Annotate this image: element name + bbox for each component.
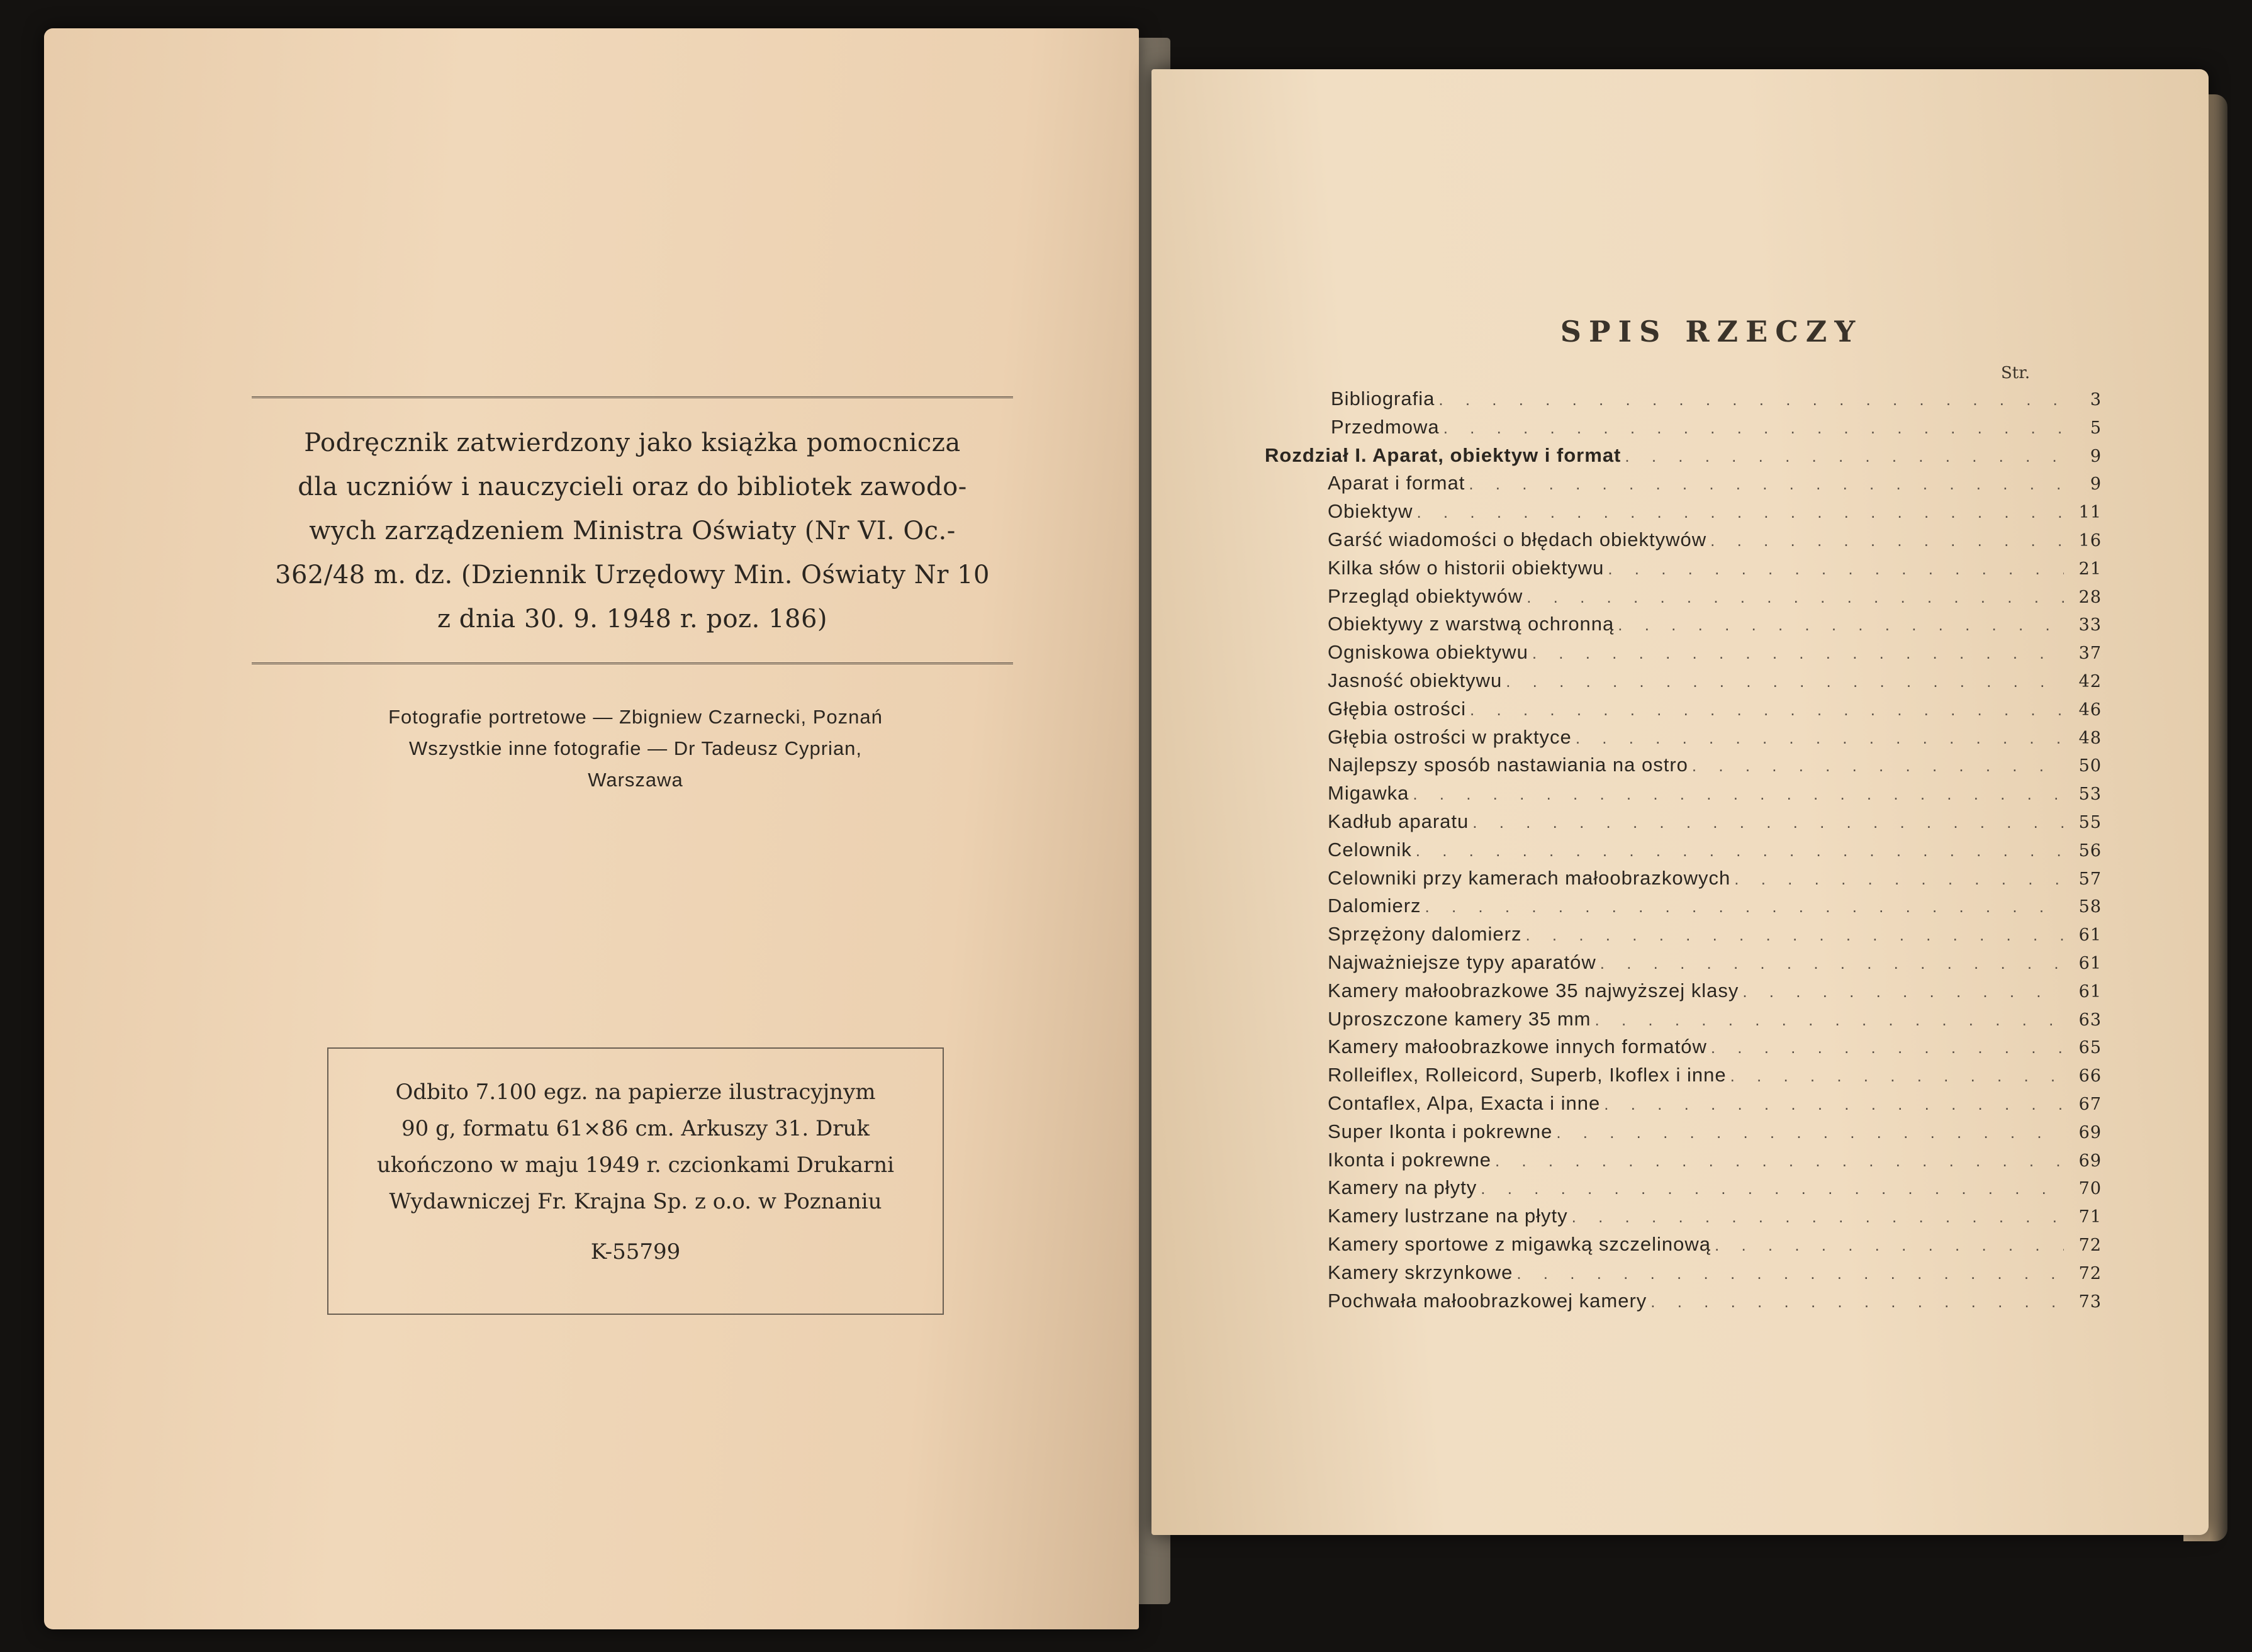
toc-leader-dots: [1618, 611, 2064, 639]
imprint-line: Wydawniczej Fr. Krajna Sp. z o.o. w Poznaniu: [389, 1189, 882, 1214]
toc-entry: [1265, 920, 2102, 949]
toc-entry-page: 53: [2078, 784, 2102, 805]
toc-entry-page: 73: [2078, 1292, 2102, 1312]
toc-entry: [1265, 442, 2102, 470]
toc-entry-label: Kamery na płyty: [1328, 1176, 1477, 1199]
toc-leader-dots: [1742, 978, 2064, 1006]
toc-title: SPIS RZECZY: [1560, 315, 1863, 349]
printing-imprint: [327, 1047, 944, 1315]
toc-entry: [1265, 583, 2102, 611]
toc-entry: [1265, 639, 2102, 667]
toc-leader-dots: [1416, 837, 2064, 865]
toc-entry-label: Sprzężony dalomierz: [1328, 923, 1522, 946]
toc-entry-label: Kamery sportowe z migawką szczelinową: [1328, 1232, 1711, 1255]
toc-entry-page: 28: [2078, 587, 2102, 607]
toc-entry: [1265, 385, 2102, 413]
toc-entry-label: Głębia ostrości: [1328, 697, 1467, 720]
toc-entry: [1265, 554, 2102, 583]
toc-leader-dots: [1572, 1203, 2064, 1231]
toc-entry-label: Kadłub aparatu: [1328, 810, 1469, 832]
toc-leader-dots: [1438, 386, 2064, 414]
toc-entry-page: 67: [2078, 1094, 2102, 1114]
toc-entry-label: Ikonta i pokrewne: [1328, 1148, 1491, 1171]
toc-entry-page: 61: [2078, 953, 2102, 973]
toc-entry-label: Ogniskowa obiektywu: [1328, 641, 1528, 664]
toc-leader-dots: [1527, 583, 2064, 611]
toc-leader-dots: [1425, 893, 2064, 921]
toc-leader-dots: [1625, 442, 2064, 471]
toc-leader-dots: [1506, 667, 2064, 696]
toc-entry-label: Garść wiadomości o błędach obiektywów: [1328, 528, 1707, 550]
toc-entry-page: 69: [2078, 1122, 2102, 1142]
approval-line: Podręcznik zatwierdzony jako książka pomocnicza: [304, 428, 961, 457]
toc-entry-label: Uproszczone kamery 35 mm: [1328, 1007, 1591, 1030]
toc-entry-page: 65: [2078, 1038, 2102, 1058]
toc-entry-page: 33: [2078, 615, 2102, 635]
toc-entry-page: 5: [2090, 418, 2102, 438]
toc-entry-page: 42: [2078, 671, 2102, 691]
toc-entry: [1265, 1061, 2102, 1090]
toc-entry-label: Super Ikonta i pokrewne: [1328, 1120, 1553, 1142]
toc-entry: [1265, 610, 2102, 639]
toc-entry: [1265, 949, 2102, 977]
toc-entry-label: Migawka: [1328, 782, 1409, 805]
toc-entry: [1265, 1090, 2102, 1118]
toc-entry-label: Aparat i format: [1328, 472, 1465, 494]
toc-entry-label: Najlepszy sposób nastawiania na ostro: [1328, 754, 1688, 776]
toc-entry-label: Bibliografia: [1331, 388, 1435, 410]
toc-leader-dots: [1692, 752, 2064, 780]
toc-entry-label: Celownik: [1328, 838, 1412, 861]
toc-entry-page: 58: [2078, 897, 2102, 917]
toc-entry-page: 61: [2078, 925, 2102, 946]
toc-entry-page: 61: [2078, 981, 2102, 1002]
toc-entry: [1265, 1005, 2102, 1034]
toc-leader-dots: [1650, 1288, 2064, 1316]
toc-entry: [1265, 526, 2102, 554]
toc-leader-dots: [1416, 498, 2064, 527]
toc-leader-dots: [1532, 639, 2064, 667]
toc-entry-label: Obiektywy z warstwą ochronną: [1328, 613, 1615, 635]
toc-entry: [1265, 1174, 2102, 1202]
toc-entry-page: 11: [2078, 503, 2102, 523]
toc-entry-label: Dalomierz: [1328, 895, 1421, 917]
toc-entry: [1265, 751, 2102, 779]
toc-entry-page: 71: [2078, 1207, 2102, 1227]
toc-entry-label: Przedmowa: [1331, 415, 1440, 438]
approval-line: z dnia 30. 9. 1948 r. poz. 186): [437, 605, 828, 633]
toc-entry-page: 50: [2078, 756, 2102, 776]
toc-entry-page: 3: [2090, 390, 2102, 410]
toc-entry: [1265, 469, 2102, 498]
toc-entry: [1265, 1033, 2102, 1061]
toc-entry-page: 37: [2078, 644, 2102, 664]
toc-leader-dots: [1443, 414, 2064, 442]
toc-leader-dots: [1715, 1231, 2064, 1259]
toc-entry: [1265, 892, 2102, 920]
toc-entry-page: 63: [2078, 1010, 2102, 1030]
toc-entry: [1265, 836, 2102, 864]
toc-entry: [1265, 1146, 2102, 1175]
toc-entry-label: Kamery małoobrazkowe innych formatów: [1328, 1035, 1707, 1058]
toc-entry-page: 55: [2078, 812, 2102, 832]
page-column-label: Str.: [2001, 364, 2031, 382]
toc-leader-dots: [1481, 1175, 2064, 1203]
toc-entry-label: Kamery skrzynkowe: [1328, 1261, 1513, 1283]
toc-entry-page: 72: [2078, 1263, 2102, 1283]
toc-leader-dots: [1469, 470, 2064, 498]
toc-entry-page: 9: [2090, 446, 2102, 466]
toc-entry-label: Celowniki przy kamerach małoobrazkowych: [1328, 866, 1731, 889]
toc-leader-dots: [1595, 1006, 2064, 1034]
approval-line: wych zarządzeniem Ministra Oświaty (Nr VI. Oc.-: [309, 516, 956, 545]
toc-entry-label: Pochwała małoobrazkowej kamery: [1328, 1289, 1647, 1312]
toc-entry-page: 48: [2078, 728, 2102, 748]
toc-entry-label: Obiektyw: [1328, 500, 1413, 523]
toc-leader-dots: [1472, 808, 2064, 837]
imprint-line: Odbito 7.100 egz. na papierze ilustracyjnym: [395, 1080, 876, 1105]
approval-notice: [252, 396, 1013, 664]
photo-credits: [315, 701, 956, 796]
toc-entry-label: Rolleiflex, Rolleicord, Superb, Ikoflex i inne: [1328, 1064, 1727, 1086]
toc-leader-dots: [1525, 921, 2064, 949]
toc-entry: [1265, 667, 2102, 695]
toc-entry-page: 69: [2078, 1151, 2102, 1171]
toc-entry-label: Contaflex, Alpa, Exacta i inne: [1328, 1091, 1601, 1114]
approval-line: 362/48 m. dz. (Dziennik Urzędowy Min. Oświaty Nr 10: [275, 561, 990, 589]
toc-entry: [1265, 1118, 2102, 1146]
toc-entry-label: Przegląd obiektywów: [1328, 584, 1523, 607]
table-of-contents: [1265, 385, 2102, 1315]
toc-leader-dots: [1516, 1259, 2064, 1288]
toc-entry-page: 72: [2078, 1235, 2102, 1255]
toc-entry: [1265, 808, 2102, 836]
toc-entry: [1265, 1202, 2102, 1231]
toc-leader-dots: [1576, 724, 2064, 752]
toc-entry-label: Rozdział I. Aparat, obiektyw i format: [1265, 444, 1622, 466]
toc-entry-page: 70: [2078, 1179, 2102, 1199]
toc-entry-label: Najważniejsze typy aparatów: [1328, 951, 1596, 973]
toc-entry-page: 9: [2090, 474, 2102, 494]
toc-entry-label: Kilka słów o historii obiektywu: [1328, 556, 1605, 579]
toc-entry-label: Głębia ostrości w praktyce: [1328, 725, 1572, 748]
credit-line: Fotografie portretowe — Zbigniew Czarnecki, Poznań: [388, 706, 883, 728]
toc-entry: [1265, 1231, 2102, 1259]
left-page: [44, 28, 1139, 1629]
toc-entry: [1265, 977, 2102, 1005]
toc-leader-dots: [1711, 1034, 2064, 1062]
toc-entry: [1265, 498, 2102, 526]
toc-entry-label: Kamery małoobrazkowe 35 najwyższej klasy: [1328, 979, 1739, 1002]
imprint-line: ukończono w maju 1949 r. czcionkami Drukarni: [377, 1152, 894, 1178]
toc-leader-dots: [1495, 1147, 2064, 1175]
toc-entry-label: Jasność obiektywu: [1328, 669, 1503, 691]
credit-line: Warszawa: [588, 769, 683, 791]
toc-entry-page: 21: [2078, 559, 2102, 579]
toc-entry-label: Kamery lustrzane na płyty: [1328, 1205, 1568, 1227]
toc-leader-dots: [1600, 949, 2064, 978]
toc-leader-dots: [1730, 1062, 2064, 1090]
toc-entry: [1265, 723, 2102, 752]
approval-line: dla uczniów i nauczycieli oraz do bibliotek zawodo-: [298, 472, 967, 501]
toc-entry-page: 57: [2078, 869, 2102, 889]
toc-entry: [1265, 413, 2102, 442]
toc-leader-dots: [1734, 865, 2064, 893]
imprint-line: 90 g, formatu 61×86 cm. Arkuszy 31. Druk: [401, 1116, 870, 1141]
toc-leader-dots: [1608, 555, 2064, 583]
toc-leader-dots: [1470, 696, 2064, 724]
toc-entry-page: 66: [2078, 1066, 2102, 1086]
toc-entry: [1265, 1259, 2102, 1287]
toc-entry-page: 56: [2078, 840, 2102, 861]
toc-leader-dots: [1604, 1090, 2064, 1119]
toc-leader-dots: [1710, 527, 2064, 555]
toc-entry: [1265, 695, 2102, 723]
toc-entry: [1265, 779, 2102, 808]
imprint-code: K-55799: [590, 1239, 681, 1264]
toc-leader-dots: [1413, 780, 2064, 808]
toc-entry-page: 46: [2078, 700, 2102, 720]
credit-line: Wszystkie inne fotografie — Dr Tadeusz Cyprian,: [408, 737, 863, 759]
toc-leader-dots: [1556, 1119, 2064, 1147]
toc-entry: [1265, 864, 2102, 893]
toc-entry: [1265, 1287, 2102, 1315]
toc-entry-page: 16: [2078, 530, 2102, 550]
